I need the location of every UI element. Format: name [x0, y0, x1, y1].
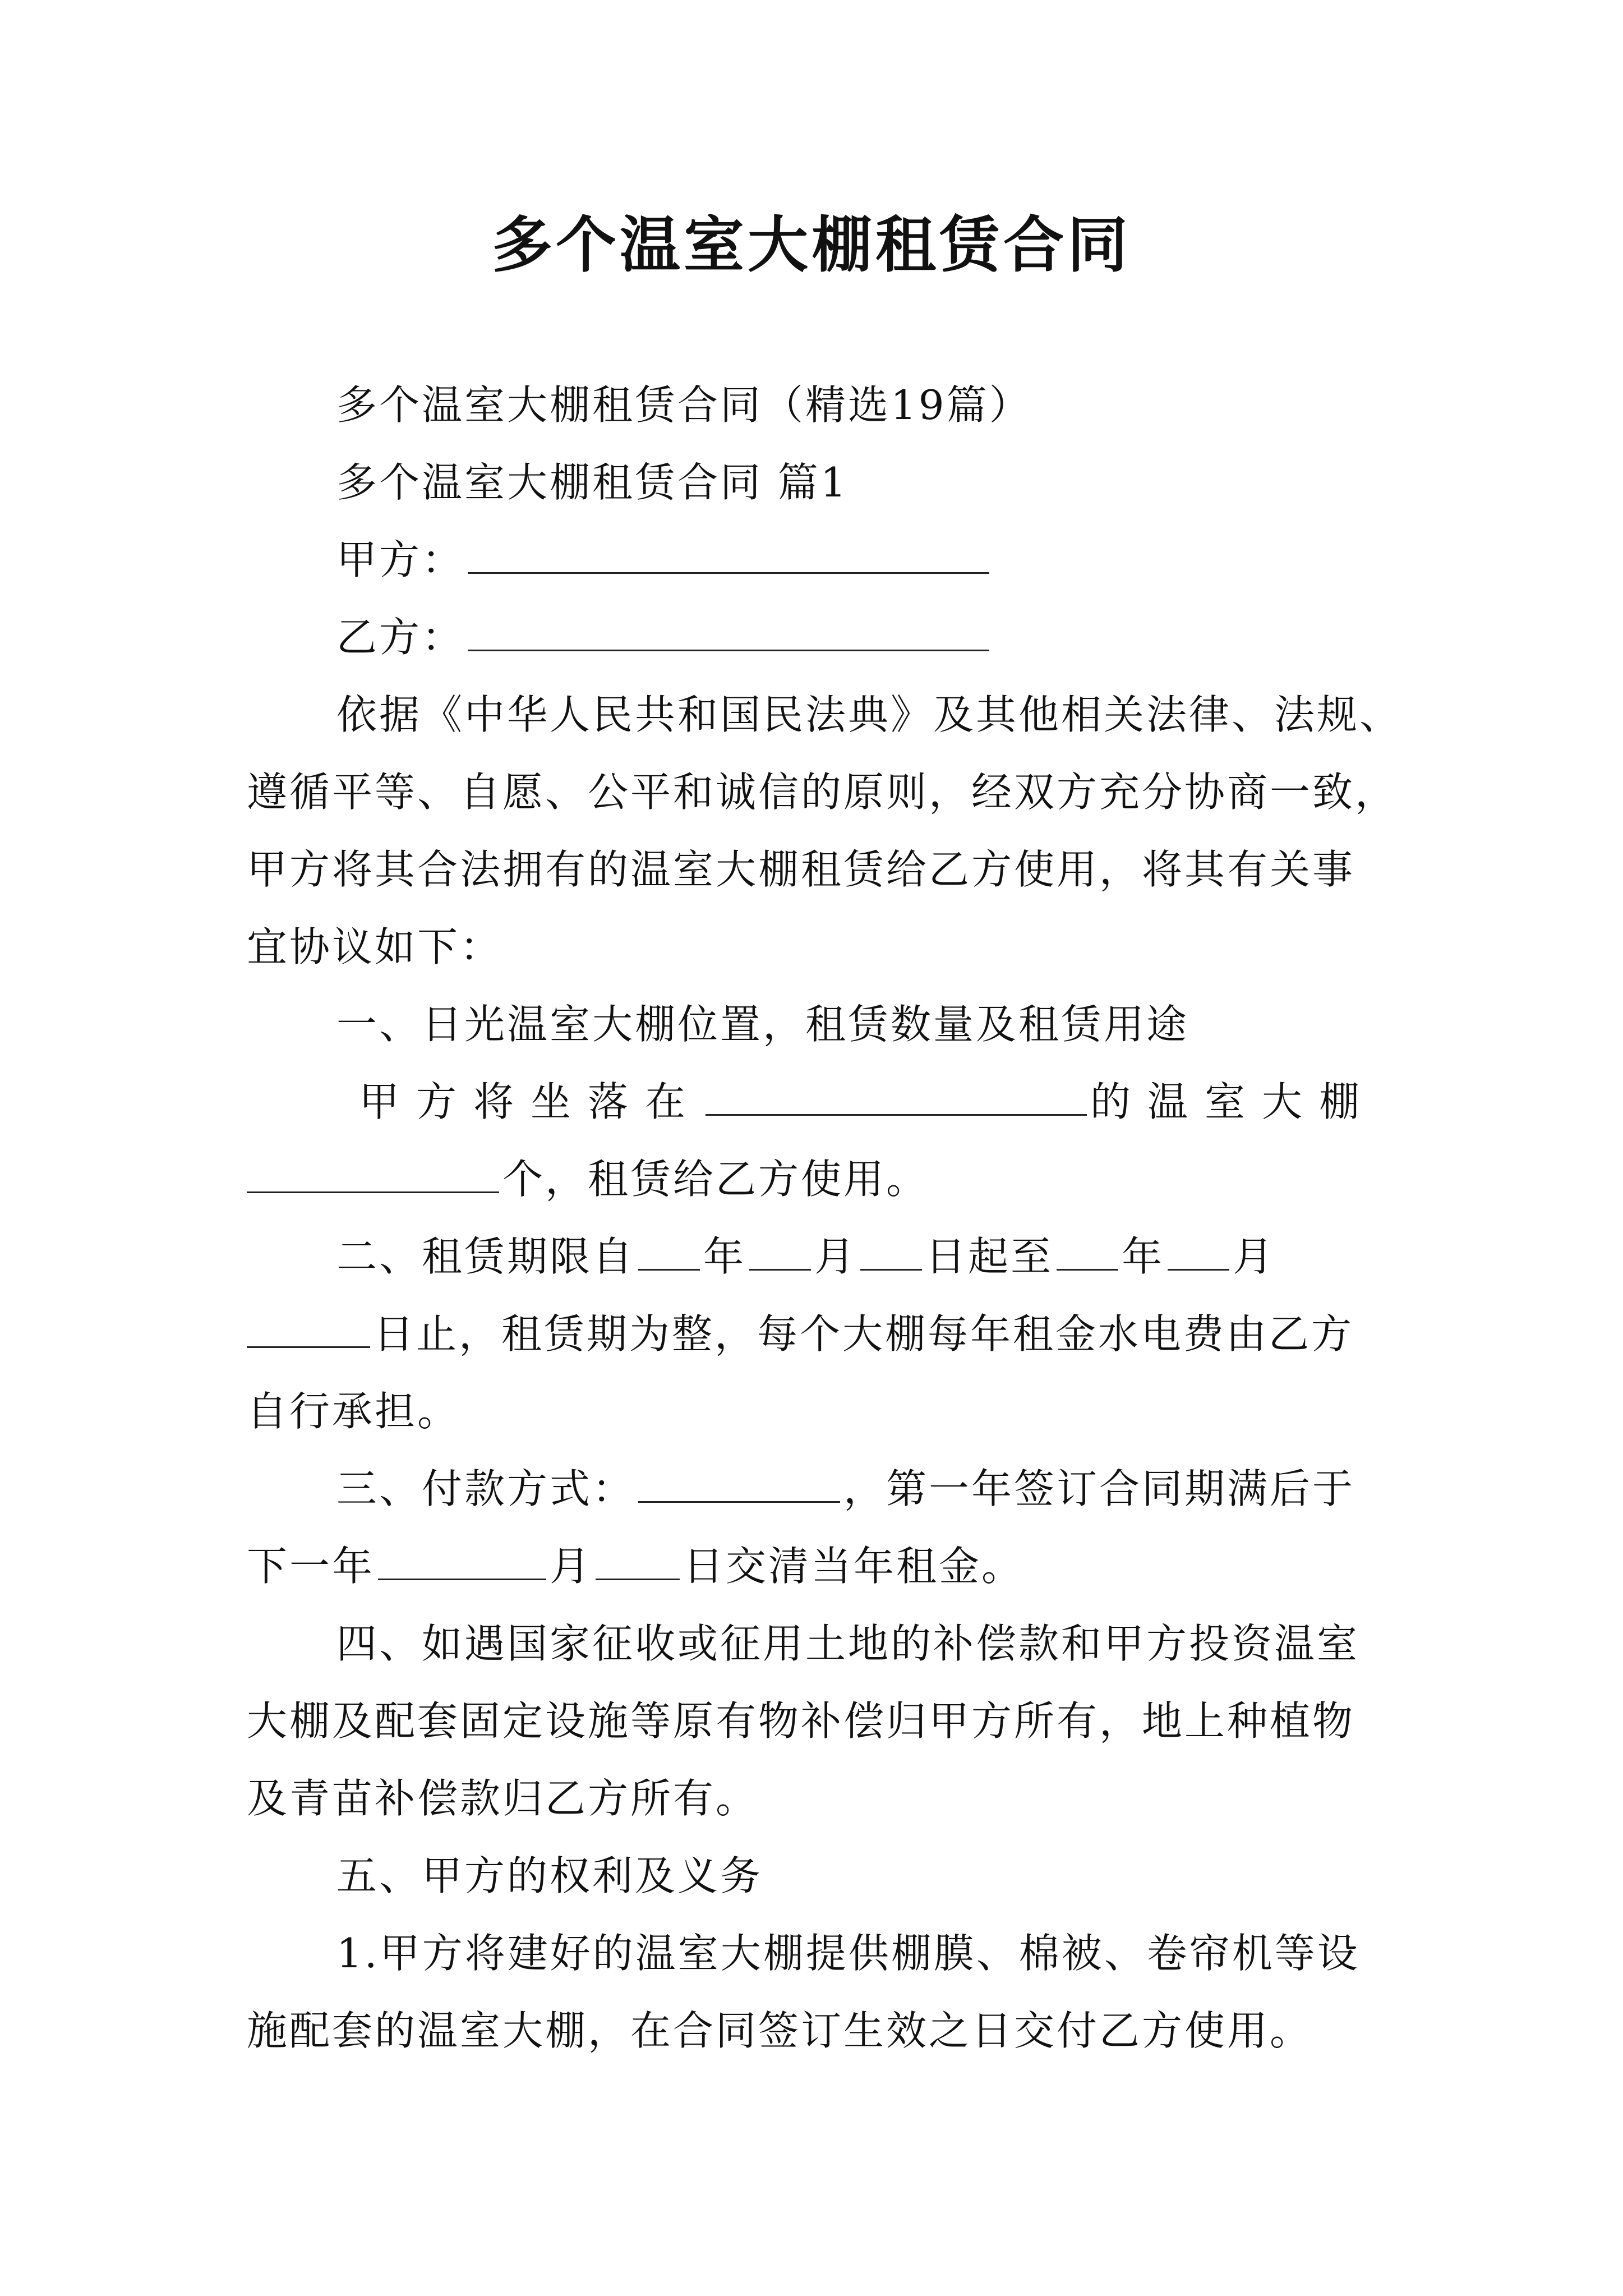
clause5-item1-line-1: 1.甲方将建好的温室大棚提供棚膜、棉被、卷帘机等设 [336, 1930, 1360, 1977]
clause2-text-f: 月 [1233, 1233, 1276, 1280]
payment-day-blank [596, 1538, 680, 1580]
clause4-line-3: 及青苗补偿款归乙方所有。 [247, 1775, 759, 1822]
clause1-count-blank [247, 1151, 499, 1193]
start-day-blank [860, 1228, 922, 1271]
intro-line-2: 遵循平等、自愿、公平和诚信的原则，经双方充分协商一致， [247, 769, 1398, 816]
clause1-line-1 [359, 1074, 1376, 1130]
clause3-line-1 [336, 1461, 1355, 1517]
party-a-blank [468, 532, 989, 574]
intro-line-1: 依据《中华人民共和国民法典》及其他相关法律、法规、 [336, 691, 1403, 738]
clause4-line-2: 大棚及配套固定设施等原有物补偿归甲方所有，地上种植物 [247, 1697, 1355, 1745]
clause5-heading: 五、甲方的权利及义务 [336, 1852, 763, 1899]
clause2-line-1 [336, 1228, 1275, 1285]
clause2-text-b: 年 [703, 1233, 746, 1280]
start-month-blank [749, 1228, 811, 1271]
clause3-text-b: ，第一年签订合同期满后于 [843, 1465, 1355, 1512]
end-day-blank [247, 1306, 370, 1348]
clause2-text-e: 年 [1122, 1233, 1165, 1280]
clause2-text-d: 日起至 [925, 1233, 1054, 1280]
clause1-text-a: 甲方将坐落在 [359, 1078, 703, 1125]
intro-line-4: 宜协议如下： [247, 923, 503, 970]
clause3-text-d: 月 [550, 1543, 593, 1590]
party-a-label: 甲方： [336, 536, 465, 583]
clause4-line-1: 四、如遇国家征收或征用土地的补偿款和甲方投资温室 [336, 1620, 1360, 1667]
clause2-text-a: 二、租赁期限自 [336, 1233, 635, 1280]
party-a-line [336, 532, 993, 588]
clause2-line-2 [247, 1306, 1354, 1362]
end-year-blank [1057, 1228, 1118, 1271]
clause2-text-g: 日止，租赁期为整，每个大棚每年租金水电费由乙方 [374, 1310, 1354, 1358]
party-b-blank [468, 609, 989, 651]
clause3-text-e: 日交清当年租金。 [683, 1543, 1025, 1590]
clause1-location-blank [706, 1074, 1087, 1116]
clause1-heading: 一、日光温室大棚位置，租赁数量及租赁用途 [336, 1001, 1189, 1048]
section-heading: 多个温室大棚租赁合同 篇1 [336, 459, 849, 506]
clause3-text-a: 三、付款方式： [336, 1465, 635, 1512]
clause3-line-2 [247, 1538, 1024, 1594]
party-b-label: 乙方： [336, 614, 465, 661]
end-month-blank [1168, 1228, 1229, 1271]
intro-line-3: 甲方将其合法拥有的温室大棚租赁给乙方使用，将其有关事 [247, 846, 1355, 893]
clause2-text-c: 月 [814, 1233, 857, 1280]
clause3-text-c: 下一年 [247, 1543, 375, 1590]
payment-month-blank [378, 1538, 546, 1580]
document-subtitle: 多个温室大棚租赁合同（精选19篇） [336, 381, 1032, 429]
document-title: 多个温室大棚租赁合同 [491, 210, 1131, 280]
clause2-line-3: 自行承担。 [247, 1388, 460, 1435]
payment-method-blank [638, 1461, 840, 1503]
clause1-text-c: 个，租赁给乙方使用。 [502, 1156, 929, 1203]
party-b-line [336, 609, 993, 665]
start-year-blank [638, 1228, 700, 1271]
clause1-line-2 [247, 1151, 929, 1207]
clause5-item1-line-2: 施配套的温室大棚，在合同签订生效之日交付乙方使用。 [247, 2007, 1313, 2054]
clause1-text-b: 的温室大棚 [1090, 1078, 1377, 1125]
